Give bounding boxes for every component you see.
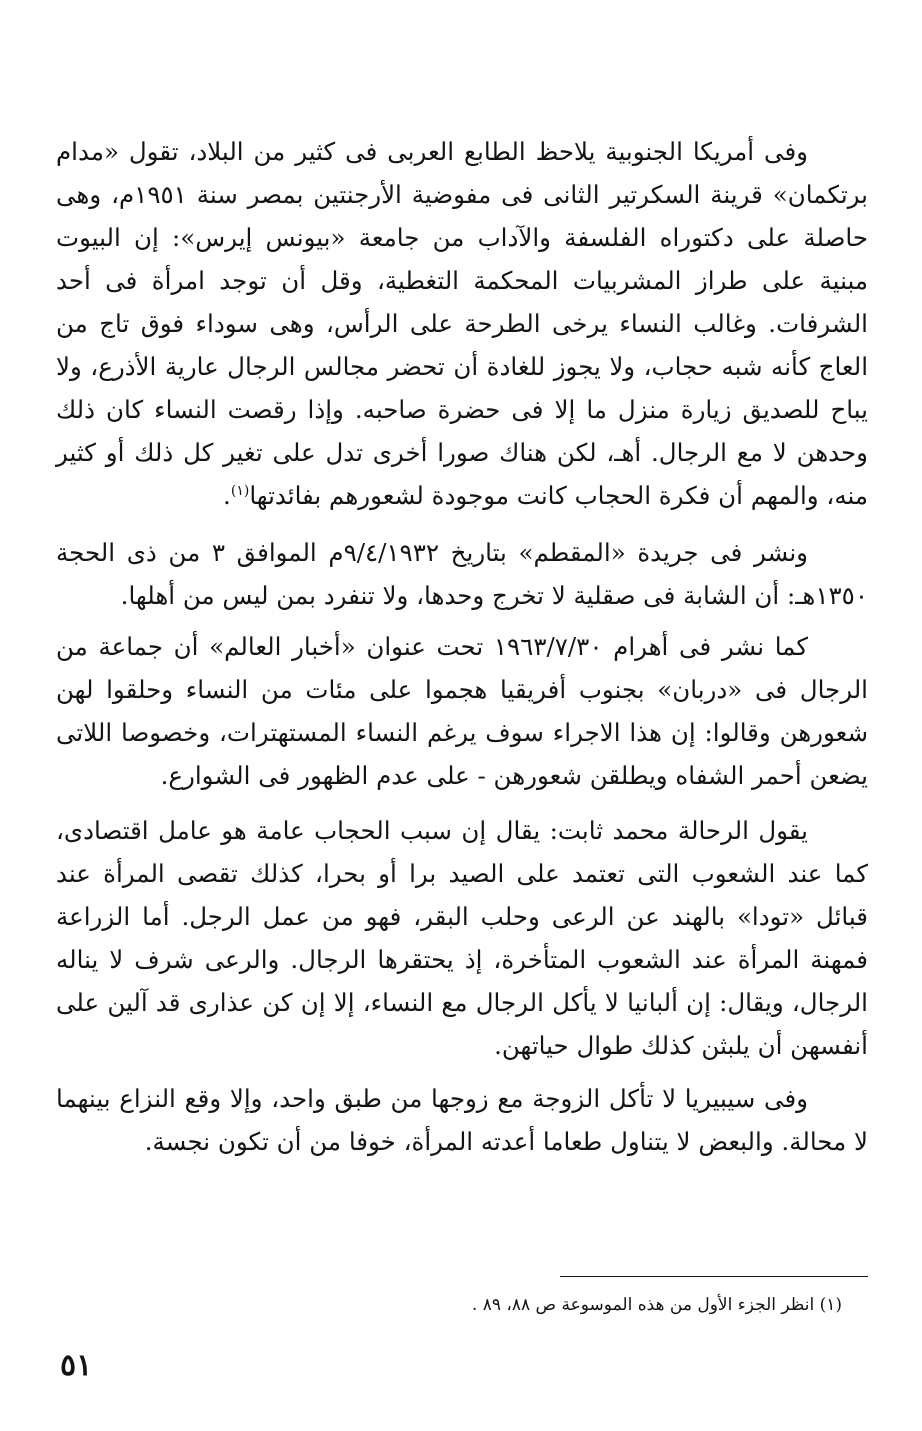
paragraph-5: وفى سيبيريا لا تأكل الزوجة مع زوجها من طبق واحد، وإلا وقع النزاع بينهما لا محالة. والبعض لا يتناول طعاما أعدته المرأة، خوفا من أن تكون نجسة. (56, 1084, 868, 1156)
footnote-ref: (١) (230, 482, 250, 499)
paragraph-1 (56, 130, 868, 517)
paragraph-2: ونشر فى جريدة «المقطم» بتاريخ ٩/٤/١٩٣٢م الموافق ٣ من ذى الحجة ١٣٥٠هـ: أن الشابة فى صقلية لا تخرج وحدها، ولا تنفرد بمن ليس من أهلها. (56, 538, 868, 610)
page-number: ٥١ (60, 1348, 93, 1383)
footnote: (١) انظر الجزء الأول من هذه الموسوعة ص ٨٨، ٨٩ . (471, 1295, 842, 1315)
footnote-divider (560, 1276, 868, 1277)
page-body (56, 130, 868, 1163)
paragraph-1-end: . (223, 481, 231, 510)
paragraph-1-text: وفى أمريكا الجنوبية يلاحظ الطابع العربى فى كثير من البلاد، تقول «مدام برتكمان» قرينة السكرتير الثانى فى مفوضية الأرجنتين بمصر سنة ١٩٥١م، وهى حاصلة على دكتوراه الفلسفة والآداب من جامعة «بيونس إيرس»: إن البيوت مبنية على طراز المشربيات المحكمة التغطية، وقل أن توجد امرأة فى أحد الشرفات. وغالب النساء يرخى الطرحة على الرأس، وهى سوداء فوق تاج من العاج كأنه شبه حجاب، ولا يجوز للغادة أن تحضر مجالس الرجال عارية الأذرع، ولا يباح للصديق زيارة منزل ما إلا فى حضرة صاحبه. وإذا رقصت النساء كان ذلك وحدهن لا مع الرجال. أهـ، لكن هناك صورا أخرى تدل على تغير كل ذلك أو كثير منه، والمهم أن فكرة الحجاب كانت موجودة لشعورهم بفائدتها (56, 137, 869, 510)
paragraph-4: يقول الرحالة محمد ثابت: يقال إن سبب الحجاب عامة هو عامل اقتصادى، كما عند الشعوب التى تعتمد على الصيد برا أو بحرا، كذلك تقصى المرأة عند قبائل «تودا» بالهند عن الرعى وحلب البقر، فهو من عمل الرجل. أما الزراعة فمهنة المرأة عند الشعوب المتأخرة، إذ يحتقرها الرجال. والرعى شرف لا يناله الرجال، ويقال: إن ألبانيا لا يأكل الرجال مع النساء، إلا إن كن عذارى قد آلين على أنفسهن أن يلبثن كذلك طوال حياتهن. (56, 816, 868, 1060)
paragraph-3: كما نشر فى أهرام ١٩٦٣/٧/٣٠ تحت عنوان «أخبار العالم» أن جماعة من الرجال فى «دربان» بجنوب أفريقيا هجموا على مئات من النساء وحلقوا لهن شعورهن وقالوا: إن هذا الاجراء سوف يرغم النساء المستهترات، وخصوصا اللاتى يضعن أحمر الشفاه ويطلقن شعورهن - على عدم الظهور فى الشوارع. (56, 632, 868, 790)
